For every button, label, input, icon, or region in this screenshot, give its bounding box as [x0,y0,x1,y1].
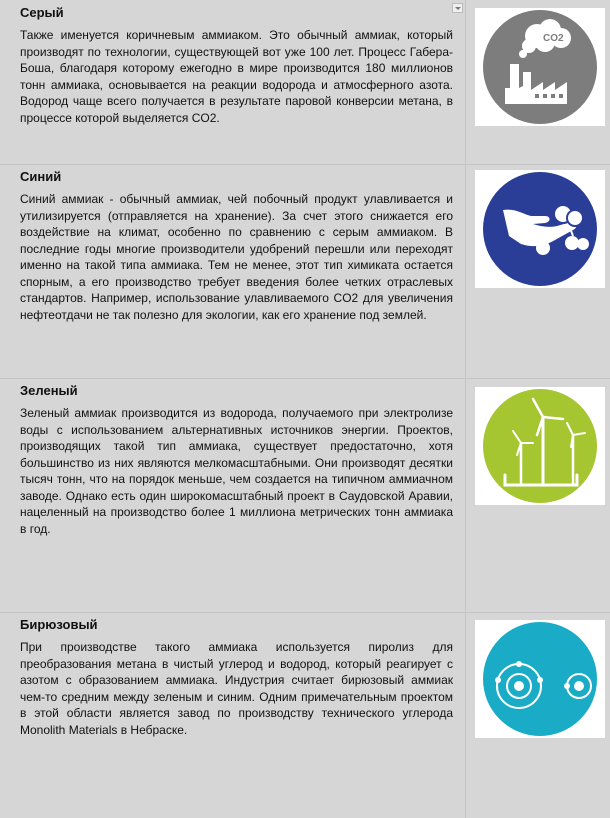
image-cell [467,164,610,378]
section-title: Бирюзовый [20,617,98,632]
section-title: Зеленый [20,383,78,398]
svg-text:CO2: CO2 [543,33,564,44]
text-cell[interactable] [0,164,466,378]
section-title: Синий [20,169,62,184]
text-cell[interactable] [0,378,466,612]
section-text: При производстве такого аммиака используется пиролиз для преобразования метана в чистый углерод и водород, который реагирует с азотом с образованием аммиака. Индустрия считает бирюзовый аммиак чем-то средним между зеленым и синим. Одним примечательным проектом в этой области является завод по производству технического углерода Monolith Materials в Небраске. [20,640,453,737]
section-text: Зеленый аммиак производится из водорода, получаемого при электролизе воды с использованием альтернативных источников энергии. Проектов, производящих такой тип аммиака, существует предостаточно, хотя большинство из них являются мелкомасштабными. Они производят десятки тысяч тонн, что на порядок меньше, чем создается на типичном аммиачном заводе. Однако есть один широкомасштабный проект в Саудовской Аравии, нацеленный на производство более 1 миллиона метрических тонн аммиака в год. [20,406,453,536]
text-cell[interactable] [0,0,466,164]
table-row-turquoise [0,612,610,818]
atoms-icon [475,620,605,738]
table-row-blue [0,164,610,379]
table-row-grey [0,0,610,165]
table-row-green [0,378,610,613]
image-cell [467,612,610,818]
hand-molecule-icon [475,170,605,288]
section-title: Серый [20,5,64,20]
section-text: Также именуется коричневым аммиаком. Это обычный аммиак, который производят по технологии, существующей вот уже 100 лет. Процесс Габера-Боша, благодаря которому ежегодно в мире производится 180 миллионов тонн аммиака, основывается на реакции водорода и атмосферного азота. Водород чаще всего получается в результате паровой конверсии метана, в процессе которой выделяется CO2. [20,28,453,125]
factory-co2-icon [475,8,605,126]
text-cell[interactable] [0,612,466,818]
image-cell [467,0,610,164]
cell-menu-toggle-icon[interactable] [452,3,463,13]
section-text: Синий аммиак - обычный аммиак, чей побочный продукт улавливается и утилизируется (отправляется на хранение). За счет этого снижается его воздействие на климат, особенно по сравнению с серым аммиаком. В последние годы многие производители удобрений перешли или переходят именно на такой типа аммиака. Тем не менее, этот тип химиката остается спорным, а его производство требует введения более четких отраслевых стандартов. Например, использование улавливаемого CO2 для увеличения нефтеотдачи не так полезно для экологии, как его хранение под землей. [20,192,453,322]
wind-turbines-icon [475,387,605,505]
image-cell [467,378,610,612]
